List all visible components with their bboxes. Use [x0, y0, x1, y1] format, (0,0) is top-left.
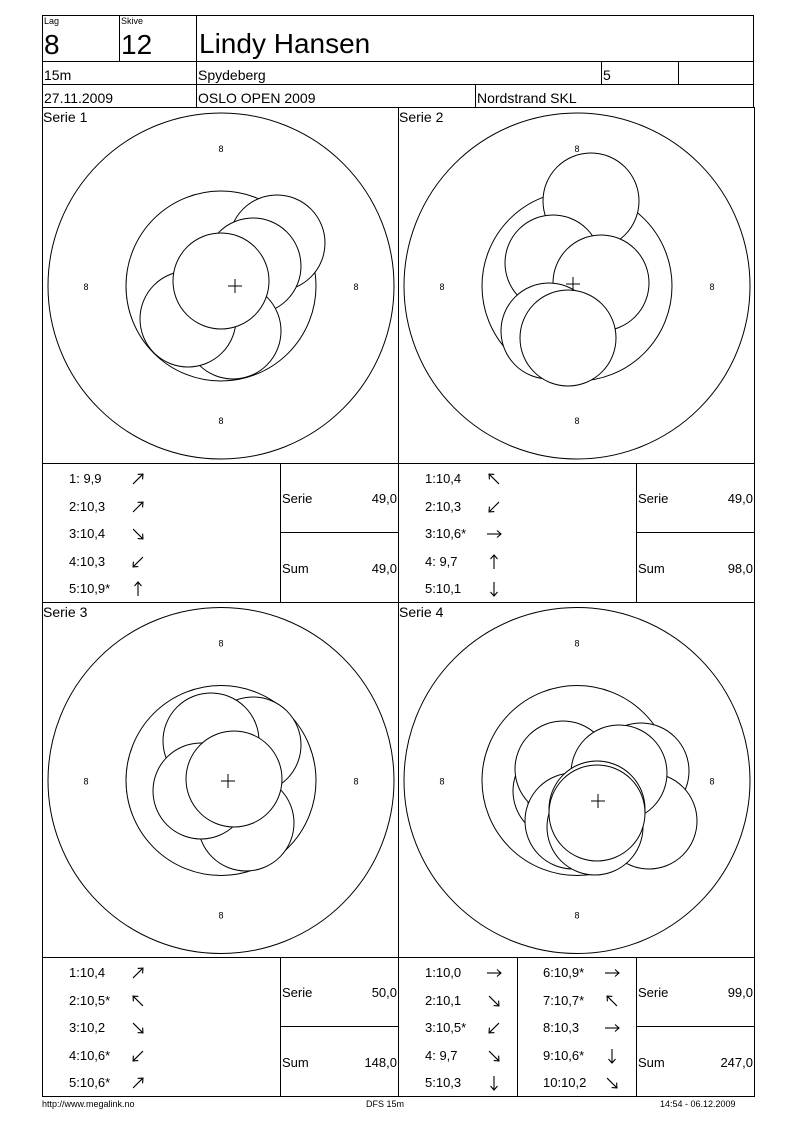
footer-center: DFS 15m: [366, 1099, 405, 1109]
shot-direction-arrow-icon: [129, 992, 147, 1010]
shot-row: [69, 553, 164, 571]
shot-row: [69, 992, 164, 1010]
club-cell: [196, 61, 602, 85]
shot-hole: [520, 290, 616, 386]
sum-total-cell: [280, 1026, 399, 1097]
serie-label: Serie: [638, 491, 669, 506]
series-title: Serie 3: [43, 604, 88, 620]
shot-direction-arrow-icon: [129, 553, 147, 571]
shot-list: [43, 958, 281, 1097]
skive-value: 12: [121, 29, 153, 60]
ring-label: 8: [439, 282, 445, 292]
name-cell: [196, 15, 754, 62]
shot-direction-arrow-icon: [129, 470, 147, 488]
score-table: [398, 463, 755, 603]
class-cell: [601, 61, 679, 85]
shot-row: [425, 498, 520, 516]
ring-label: 8: [218, 638, 224, 649]
sum-label: Sum: [282, 561, 309, 576]
ring-label: 8: [709, 282, 715, 292]
sum-label: Sum: [638, 561, 665, 576]
shot-value: 8:10,3: [543, 1020, 580, 1035]
sum-total-cell: [636, 1026, 755, 1097]
shot-value: 6:10,9*: [543, 965, 585, 980]
shot-list: [399, 958, 637, 1097]
footer-timestamp: 14:54 - 06.12.2009: [660, 1099, 736, 1109]
ring-label: 8: [353, 776, 359, 787]
shot-value: 2:10,1: [425, 992, 462, 1008]
shot-direction-arrow-icon: [129, 1019, 147, 1037]
ring-label: 8: [574, 910, 580, 921]
shot-direction-arrow-icon: [485, 553, 503, 571]
shot-direction-arrow-icon: [485, 525, 503, 543]
shot-hole: [186, 731, 282, 827]
empty-cell: [678, 61, 754, 85]
target-panel: [42, 107, 399, 464]
sum-value: 49,0: [371, 561, 397, 576]
shot-direction-arrow-icon: [485, 964, 503, 982]
shot-value: 4: 9,7: [425, 553, 458, 569]
target-diagram: [43, 603, 399, 958]
ring-label: 8: [709, 776, 715, 787]
shot-row: [543, 1047, 638, 1065]
shot-hole: [549, 765, 645, 861]
date-value: 27.11.2009: [44, 90, 114, 106]
score-table: [42, 463, 399, 603]
shot-row: [425, 525, 520, 543]
shot-direction-arrow-icon: [129, 580, 147, 598]
shot-direction-arrow-icon: [129, 1047, 147, 1065]
sum-value: 247,0: [720, 1055, 753, 1070]
score-table: [398, 957, 755, 1097]
target-panel: [398, 602, 755, 958]
serie-total-cell: [636, 957, 755, 1027]
shot-row: [69, 498, 164, 516]
serie-label: Serie: [282, 491, 313, 506]
target-diagram: [43, 108, 399, 464]
shot-direction-arrow-icon: [603, 992, 621, 1010]
shot-row: [425, 1019, 520, 1037]
lag-value: 8: [44, 29, 60, 60]
serie-label: Serie: [638, 985, 669, 1000]
event-cell: [196, 84, 476, 108]
skive-cell: [119, 15, 197, 62]
target-panel: [398, 107, 755, 464]
ring-label: 8: [83, 282, 89, 292]
shot-row: [425, 964, 520, 982]
ring-label: 8: [218, 144, 224, 154]
shot-row: [69, 1074, 164, 1092]
shot-value: 3:10,4: [69, 526, 106, 541]
venue-cell: [475, 84, 754, 108]
shot-row: [425, 553, 520, 571]
shot-direction-arrow-icon: [485, 1047, 503, 1065]
sum-label: Sum: [282, 1055, 309, 1070]
footer-url: http://www.megalink.no: [42, 1099, 135, 1109]
series-title: Serie 4: [399, 604, 444, 620]
shot-row: [543, 1074, 638, 1092]
ring-label: 8: [218, 416, 224, 426]
shot-row: [425, 580, 520, 598]
skive-label: Skive: [121, 16, 144, 26]
shot-direction-arrow-icon: [485, 498, 503, 516]
shot-value: 5:10,1: [425, 581, 462, 596]
target-diagram: [399, 108, 755, 464]
shot-direction-arrow-icon: [603, 1047, 621, 1065]
sum-value: 148,0: [364, 1055, 397, 1070]
shot-row: [543, 964, 638, 982]
shot-direction-arrow-icon: [485, 580, 503, 598]
shot-row: [69, 1019, 164, 1037]
shot-list: [399, 464, 637, 603]
shot-value: 1:10,4: [425, 471, 462, 486]
target-panel: [42, 602, 399, 958]
distance-value: 15m: [44, 67, 72, 83]
shot-row: [425, 1074, 520, 1092]
sum-total-cell: [280, 532, 399, 603]
shot-direction-arrow-icon: [603, 964, 621, 982]
shot-direction-arrow-icon: [485, 992, 503, 1010]
shot-value: 1:10,0: [425, 965, 462, 980]
shot-direction-arrow-icon: [485, 470, 503, 488]
shot-value: 1: 9,9: [69, 471, 102, 486]
shot-row: [425, 992, 520, 1010]
serie-label: Serie: [282, 985, 313, 1000]
shot-value: 4:10,3: [69, 553, 106, 569]
shot-direction-arrow-icon: [129, 525, 147, 543]
ring-label: 8: [574, 416, 580, 426]
sum-total-cell: [636, 532, 755, 603]
shot-direction-arrow-icon: [603, 1019, 621, 1037]
shot-value: 4:10,6*: [69, 1047, 111, 1063]
shot-row: [425, 1047, 520, 1065]
shot-value: 7:10,7*: [543, 992, 585, 1008]
shot-value: 2:10,3: [69, 498, 106, 514]
shot-row: [69, 1047, 164, 1065]
shot-row: [69, 525, 164, 543]
shot-value: 10:10,2: [543, 1075, 587, 1090]
event-value: OSLO OPEN 2009: [198, 90, 316, 106]
serie-value: 49,0: [727, 491, 753, 506]
series-title: Serie 1: [43, 109, 88, 125]
shot-value: 2:10,3: [425, 498, 462, 514]
shot-value: 3:10,2: [69, 1020, 106, 1035]
ring-label: 8: [439, 776, 445, 787]
serie-value: 50,0: [371, 985, 397, 1000]
class-value: 5: [603, 67, 611, 83]
shot-value: 4: 9,7: [425, 1047, 458, 1063]
shot-row: [543, 992, 638, 1010]
shot-row: [543, 1019, 638, 1037]
shooter-name: Lindy Hansen: [199, 28, 371, 59]
score-table: [42, 957, 399, 1097]
shot-value: 5:10,9*: [69, 581, 111, 596]
ring-label: 8: [574, 638, 580, 649]
serie-total-cell: [280, 957, 399, 1027]
ring-label: 8: [83, 776, 89, 787]
serie-value: 49,0: [371, 491, 397, 506]
shot-value: 5:10,6*: [69, 1075, 111, 1090]
serie-value: 99,0: [727, 985, 753, 1000]
shot-value: 9:10,6*: [543, 1047, 585, 1063]
lag-cell: [42, 15, 120, 62]
shot-row: [69, 580, 164, 598]
lag-label: Lag: [44, 16, 60, 26]
distance-cell: [42, 61, 197, 85]
shot-value: 5:10,3: [425, 1075, 462, 1090]
date-cell: [42, 84, 197, 108]
ring-label: 8: [574, 144, 580, 154]
serie-total-cell: [280, 463, 399, 533]
venue-value: Nordstrand SKL: [477, 90, 577, 106]
series-title: Serie 2: [399, 109, 444, 125]
shot-row: [69, 470, 164, 488]
shot-direction-arrow-icon: [129, 498, 147, 516]
serie-total-cell: [636, 463, 755, 533]
sum-value: 98,0: [727, 561, 753, 576]
shot-value: 2:10,5*: [69, 992, 111, 1008]
shot-direction-arrow-icon: [603, 1074, 621, 1092]
shot-direction-arrow-icon: [485, 1019, 503, 1037]
shot-direction-arrow-icon: [485, 1074, 503, 1092]
sum-label: Sum: [638, 1055, 665, 1070]
target-diagram: [399, 603, 755, 958]
ring-label: 8: [353, 282, 359, 292]
shot-row: [69, 964, 164, 982]
shot-hole: [173, 233, 269, 329]
shot-value: 1:10,4: [69, 965, 106, 980]
shot-value: 3:10,6*: [425, 526, 467, 541]
shot-value: 3:10,5*: [425, 1020, 467, 1035]
shot-list: [43, 464, 281, 603]
shot-row: [425, 470, 520, 488]
shot-direction-arrow-icon: [129, 1074, 147, 1092]
ring-label: 8: [218, 910, 224, 921]
shot-direction-arrow-icon: [129, 964, 147, 982]
club-value: Spydeberg: [198, 67, 266, 83]
